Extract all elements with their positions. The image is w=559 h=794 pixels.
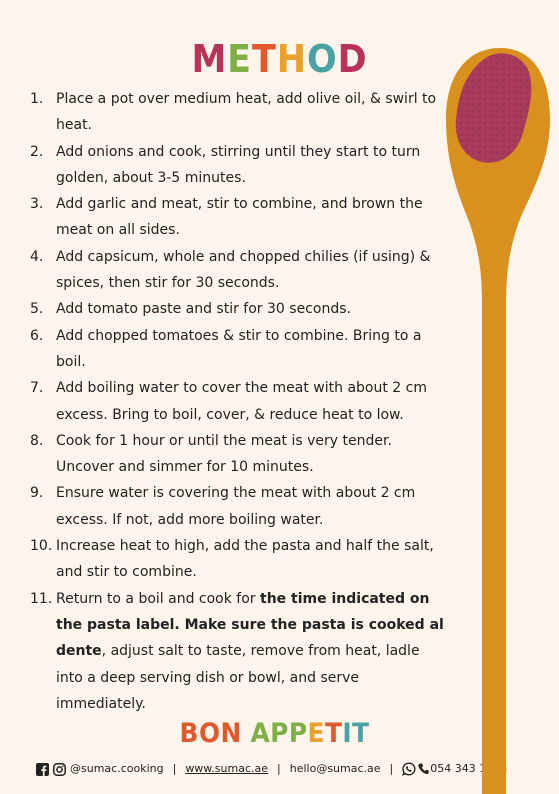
step-text: Add onions and cook, stirring until they start to turn golden, about 3-5 minutes. xyxy=(56,143,421,186)
footer-title-letter: E xyxy=(307,718,325,749)
step-text: Add capsicum, whole and chopped chilies (if using) & spices, then stir for 30 seconds. xyxy=(56,248,431,292)
title-letter: T xyxy=(251,37,277,81)
step-text-part: , adjust salt to taste, remove from heat, ladle into a deep serving dish or bowl, and serve immediately. xyxy=(56,643,420,712)
whatsapp-icon[interactable] xyxy=(402,762,416,776)
title-letter: O xyxy=(306,37,338,81)
step-text: Add garlic and meat, stir to combine, and brown the meat on all sides. xyxy=(56,196,423,239)
separator: | xyxy=(172,762,177,775)
footer-title-letter: P xyxy=(288,718,308,749)
facebook-icon[interactable] xyxy=(36,763,49,776)
step-number: 5. xyxy=(30,301,44,318)
step-text: Add boiling water to cover the meat with about 2 cm excess. Bring to boil, cover, & reduce heat to low. xyxy=(56,380,427,423)
step-text: Increase heat to high, add the pasta and half the salt, and stir to combine. xyxy=(56,538,434,581)
footer-title-letter: B xyxy=(179,718,199,749)
step-text: Ensure water is covering the meat with about 2 cm excess. If not, add more boiling water. xyxy=(56,485,416,528)
step-number: 1. xyxy=(30,91,44,107)
footer-title-letter: N xyxy=(220,718,242,749)
step-number: 6. xyxy=(30,327,44,344)
title-letter: H xyxy=(276,37,307,81)
method-step xyxy=(30,244,445,297)
title-letter: E xyxy=(227,37,252,81)
email-link[interactable]: hello@sumac.ae xyxy=(289,762,381,775)
method-step xyxy=(30,428,445,481)
footer-title-letter: P xyxy=(270,718,289,749)
step-text-bold: the time indicated on the pasta label. Make sure the pasta is cooked al dente xyxy=(56,590,444,660)
method-steps xyxy=(30,86,445,717)
method-step xyxy=(30,586,445,717)
step-text: Cook for 1 hour or until the meat is very tender. Uncover and simmer for 10 minutes. xyxy=(56,432,392,476)
footer-title-letter: A xyxy=(250,718,271,749)
step-number: 2. xyxy=(30,143,44,160)
method-step xyxy=(30,533,445,586)
step-text: Place a pot over medium heat, add olive oil, & swirl to heat. xyxy=(56,91,437,134)
method-step xyxy=(30,86,445,139)
step-text xyxy=(56,586,445,717)
method-step xyxy=(30,323,445,376)
method-step xyxy=(30,191,445,244)
instagram-icon[interactable] xyxy=(53,763,66,776)
step-number: 3. xyxy=(30,196,44,213)
method-step xyxy=(30,139,445,192)
separator: | xyxy=(389,762,394,775)
step-number: 9. xyxy=(30,485,44,502)
footer-title-letter: T xyxy=(352,718,370,749)
social-handle[interactable]: @sumac.cooking xyxy=(70,762,164,775)
step-text: Add tomato paste and stir for 30 seconds. xyxy=(56,301,351,318)
method-step xyxy=(30,296,445,322)
title-letter: M xyxy=(191,37,228,81)
title-letter: D xyxy=(337,37,368,81)
footer-title-letter: I xyxy=(342,718,353,749)
method-step xyxy=(30,480,445,533)
separator: | xyxy=(277,762,281,775)
step-text-part: Return to a boil and cook for xyxy=(56,590,260,607)
phone-number[interactable]: 054 343 1383 xyxy=(430,762,508,775)
phone-icon[interactable] xyxy=(418,763,429,775)
step-number: 10. xyxy=(30,538,53,555)
contact-footer xyxy=(36,760,507,778)
step-number: 7. xyxy=(30,380,44,397)
step-number: 4. xyxy=(30,248,44,265)
step-text: Add chopped tomatoes & stir to combine. Bring to a boil. xyxy=(56,327,422,370)
wooden-spoon-illustration xyxy=(442,44,559,794)
website-link[interactable]: www.sumac.ae xyxy=(185,762,269,775)
step-number: 8. xyxy=(30,432,44,449)
method-step xyxy=(30,375,445,428)
step-number: 11. xyxy=(30,590,53,607)
footer-title-letter: T xyxy=(324,718,343,749)
footer-title-letter: O xyxy=(198,718,221,749)
